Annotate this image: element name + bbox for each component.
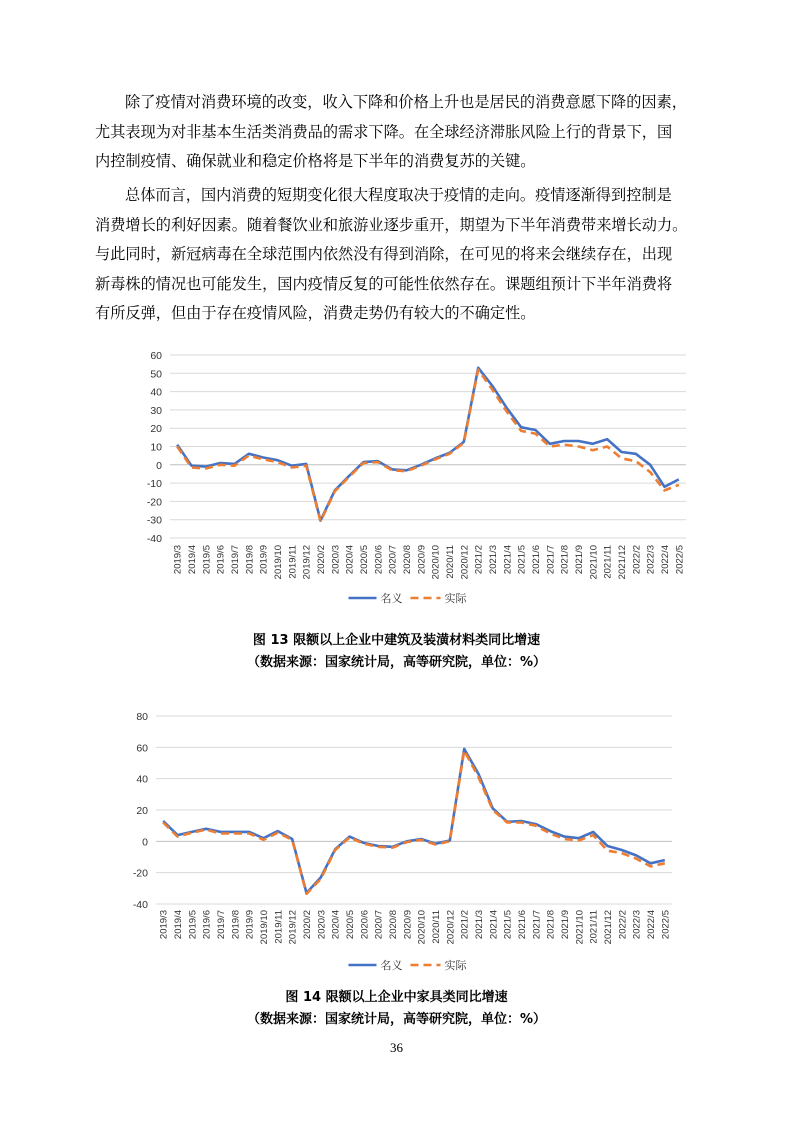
y-tick-label: -40 [146, 533, 162, 545]
y-tick-label: 0 [142, 836, 148, 849]
x-tick-label: 2021/4 [488, 910, 500, 940]
y-tick-label: 10 [150, 441, 162, 454]
paragraph-line: 有所反弹，但由于存在疫情风险，消费走势仍有较大的不确定性。 [95, 304, 536, 322]
x-tick-label: 2020/11 [431, 910, 442, 944]
x-tick-label: 2019/10 [273, 545, 284, 580]
x-tick-label: 2021/7 [545, 545, 557, 575]
x-tick-label: 2019/12 [301, 545, 313, 580]
paragraph-1 [95, 88, 710, 177]
figure-14-source: （数据来源：国家统计局，高等研究院，单位：%） [246, 1012, 547, 1027]
x-tick-label: 2020/8 [388, 910, 399, 940]
x-tick-label: 2022/4 [660, 545, 671, 575]
x-tick-label: 2022/3 [645, 545, 657, 575]
chart-14-group [133, 711, 672, 972]
x-tick-label: 2021/5 [502, 910, 514, 940]
y-tick-label: 20 [136, 805, 148, 817]
y-tick-label: 30 [150, 404, 162, 417]
page-number: 36 [390, 1040, 403, 1055]
x-tick-label: 2021/10 [574, 910, 586, 945]
x-tick-label: 2020/9 [416, 545, 428, 575]
y-tick-label: -10 [146, 478, 162, 491]
x-tick-label: 2021/2 [473, 545, 485, 575]
y-tick-label: 40 [150, 386, 162, 399]
x-tick-label: 2022/2 [631, 545, 643, 575]
paragraph-line: 总体而言，国内消费的短期变化很大程度取决于疫情的走向。疫情逐渐得到控制是 [125, 186, 672, 204]
x-tick-label: 2021/4 [502, 545, 514, 575]
x-tick-label: 2019/7 [216, 910, 227, 940]
legend-label-nominal: 名义 [380, 960, 403, 972]
series-line-real [177, 370, 679, 522]
paragraph-line: 内控制疫情、确保就业和稳定价格将是下半年的消费复苏的关键。 [95, 152, 536, 170]
x-tick-label: 2021/2 [459, 910, 471, 940]
x-tick-label: 2022/2 [617, 910, 629, 940]
y-tick-label: 60 [136, 742, 148, 755]
x-tick-label: 2019/4 [187, 545, 198, 575]
x-tick-label: 2019/3 [158, 910, 170, 940]
x-tick-label: 2022/5 [674, 545, 686, 575]
x-tick-label: 2019/6 [201, 910, 213, 940]
y-tick-label: -40 [132, 899, 148, 911]
x-tick-label: 2020/10 [416, 910, 428, 945]
chart-legend [349, 592, 468, 605]
x-tick-label: 2019/9 [244, 910, 256, 940]
x-tick-label: 2020/3 [330, 545, 342, 575]
x-tick-label: 2021/9 [560, 910, 571, 940]
y-tick-label: 20 [150, 423, 162, 436]
figure-14-caption: 图 14 限额以上企业中家具类同比增速 [285, 990, 508, 1005]
x-tick-label: 2020/8 [402, 545, 413, 575]
x-tick-label: 2020/7 [387, 545, 399, 575]
x-tick-label: 2022/3 [631, 910, 643, 940]
x-tick-label: 2019/8 [244, 545, 256, 575]
x-tick-label: 2020/4 [330, 910, 342, 940]
x-tick-label: 2021/12 [603, 910, 614, 945]
paragraph-line: 与此同时，新冠病毒在全球范围内依然没有得到消除，在可见的将来会继续存在，出现 [95, 245, 673, 263]
x-tick-label: 2019/9 [258, 545, 270, 575]
x-tick-label: 2021/9 [574, 545, 585, 575]
figure-13-caption: 图 13 限额以上企业中建筑及装潢材料类同比增速 [252, 633, 541, 648]
paragraph-line: 尤其表现为对非基本生活类消费品的需求下降。在全球经济滞胀风险上行的背景下，国 [95, 122, 673, 141]
x-tick-label: 2019/12 [287, 910, 299, 945]
x-tick-label: 2020/6 [359, 910, 371, 940]
x-tick-label: 2020/4 [344, 545, 356, 575]
legend-label-real: 实际 [444, 960, 467, 972]
y-tick-label: -30 [146, 514, 162, 527]
series-line-nominal [177, 368, 679, 521]
y-tick-label: -20 [146, 496, 162, 509]
y-tick-label: -20 [132, 867, 148, 880]
x-tick-label: 2021/11 [588, 910, 600, 944]
series-line-real [163, 751, 665, 894]
x-tick-label: 2020/2 [302, 910, 313, 940]
paragraph-line: 新毒株的情况也可能发生，国内疫情反复的可能性依然存在。课题组预计下半年消费将 [95, 274, 673, 293]
x-tick-label: 2019/3 [172, 545, 184, 575]
x-tick-label: 2021/8 [559, 545, 571, 575]
x-tick-label: 2020/2 [316, 545, 327, 575]
x-tick-label: 2019/11 [273, 910, 285, 944]
x-tick-label: 2021/7 [531, 910, 543, 940]
x-tick-label: 2020/5 [359, 545, 370, 575]
x-tick-label: 2020/12 [459, 545, 471, 580]
x-tick-label: 2019/10 [259, 910, 270, 945]
x-tick-label: 2021/5 [516, 545, 528, 575]
x-tick-label: 2019/6 [215, 545, 227, 575]
x-tick-label: 2019/5 [201, 545, 213, 575]
x-tick-label: 2019/8 [230, 910, 242, 940]
x-tick-label: 2020/7 [373, 910, 385, 940]
figure-13-source: （数据来源：国家统计局，高等研究院，单位：%） [246, 655, 547, 670]
y-tick-label: 60 [150, 350, 162, 362]
y-tick-label: 80 [136, 711, 148, 723]
paragraph-line: 除了疫情对消费环境的改变，收入下降和价格上升也是居民的消费意愿下降的因素， [125, 93, 687, 111]
x-tick-label: 2021/6 [517, 910, 528, 940]
x-tick-label: 2021/3 [488, 545, 499, 575]
x-tick-label: 2021/8 [545, 910, 557, 940]
x-tick-label: 2021/12 [617, 545, 628, 580]
x-tick-label: 2021/3 [474, 910, 485, 940]
x-tick-label: 2019/5 [187, 910, 199, 940]
x-tick-label: 2020/5 [345, 910, 356, 940]
x-tick-label: 2020/11 [445, 545, 456, 579]
x-tick-label: 2020/6 [373, 545, 385, 575]
x-tick-label: 2021/6 [531, 545, 542, 575]
x-tick-label: 2022/4 [646, 910, 657, 940]
chart-13-group [147, 350, 686, 605]
y-tick-label: 50 [150, 368, 162, 381]
y-tick-label: 40 [136, 773, 148, 786]
series-line-nominal [163, 749, 665, 893]
chart-legend [349, 959, 468, 972]
legend-label-real: 实际 [444, 593, 467, 605]
paragraph-2 [95, 181, 710, 329]
x-tick-label: 2021/11 [602, 545, 614, 579]
x-tick-label: 2019/7 [230, 545, 241, 575]
x-tick-label: 2019/11 [287, 545, 299, 579]
x-tick-label: 2021/10 [588, 545, 600, 580]
x-tick-label: 2020/3 [316, 910, 328, 940]
y-tick-label: 0 [156, 459, 162, 472]
x-tick-label: 2020/12 [445, 910, 457, 945]
paragraph-line: 消费增长的利好因素。随着餐饮业和旅游业逐步重开，期望为下半年消费带来增长动力。 [95, 215, 688, 234]
x-tick-label: 2020/9 [402, 910, 414, 940]
x-tick-label: 2019/4 [173, 910, 184, 940]
x-tick-label: 2022/5 [660, 910, 672, 940]
x-tick-label: 2020/10 [430, 545, 442, 580]
legend-label-nominal: 名义 [380, 593, 403, 605]
